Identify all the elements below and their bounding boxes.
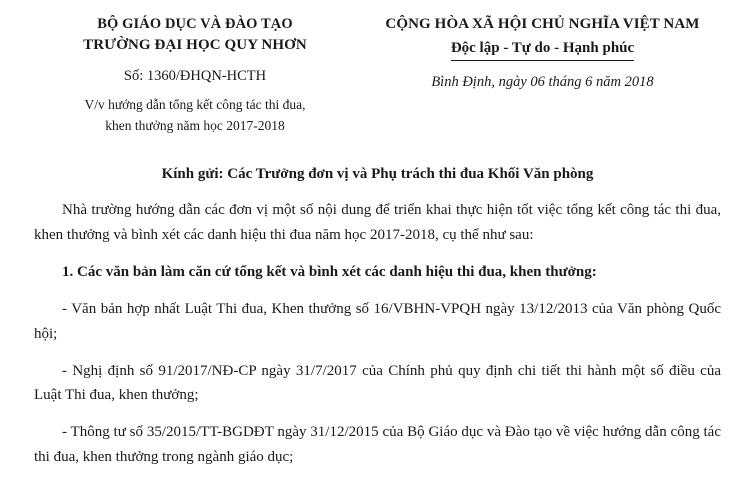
document-number: Số: 1360/ĐHQN-HCTH bbox=[123, 67, 267, 84]
subject-line-2: khen thưởng năm học 2017-2018 bbox=[105, 117, 285, 133]
national-motto: Độc lập - Tự do - Hạnh phúc bbox=[451, 37, 634, 62]
document-body bbox=[0, 163, 755, 469]
header-issuing-authority bbox=[30, 14, 360, 137]
ministry-name: BỘ GIÁO DỤC VÀ ĐÀO TẠO bbox=[97, 16, 293, 32]
intro-paragraph: Nhà trường hướng dẫn các đơn vị một số nội dung để triển khai thực hiện tốt việc tổng kết công tác thi đua, khen thưởng và bình xét các danh hiệu thi đua năm học 2017-2018, cụ thể như sau: bbox=[34, 202, 721, 243]
header-national-title bbox=[360, 14, 725, 137]
legal-basis-item-2: - Nghị định số 91/2017/NĐ-CP ngày 31/7/2017 của Chính phủ quy định chi tiết thi hành một số điều của Luật Thi đua, khen thưởng; bbox=[34, 362, 721, 404]
section-1-heading: 1. Các văn bản làm căn cứ tổng kết và bình xét các danh hiệu thi đua, khen thưởng: bbox=[62, 264, 597, 280]
recipient-line: Kính gửi: Các Trưởng đơn vị và Phụ trách thi đua Khối Văn phòng bbox=[161, 165, 594, 182]
document-header bbox=[0, 0, 755, 137]
legal-basis-item-1: - Văn bản hợp nhất Luật Thi đua, Khen thưởng số 16/VBHN-VPQH ngày 13/12/2013 của Văn phòng Quốc hội; bbox=[34, 301, 721, 342]
legal-basis-item-3: - Thông tư số 35/2015/TT-BGDĐT ngày 31/12/2015 của Bộ Giáo dục và Đào tạo về việc hướng dẫn công tác thi đua, khen thưởng trong ngành giáo dục; bbox=[34, 424, 721, 465]
document-subject bbox=[30, 95, 360, 137]
nation-name: CỘNG HÒA XÃ HỘI CHỦ NGHĨA VIỆT NAM bbox=[385, 16, 700, 32]
subject-line-1: V/v hướng dẫn tổng kết công tác thi đua, bbox=[84, 97, 306, 113]
place-and-date: Bình Định, ngày 06 tháng 6 năm 2018 bbox=[431, 74, 654, 91]
university-name: TRƯỜNG ĐẠI HỌC QUY NHƠN bbox=[83, 37, 307, 54]
